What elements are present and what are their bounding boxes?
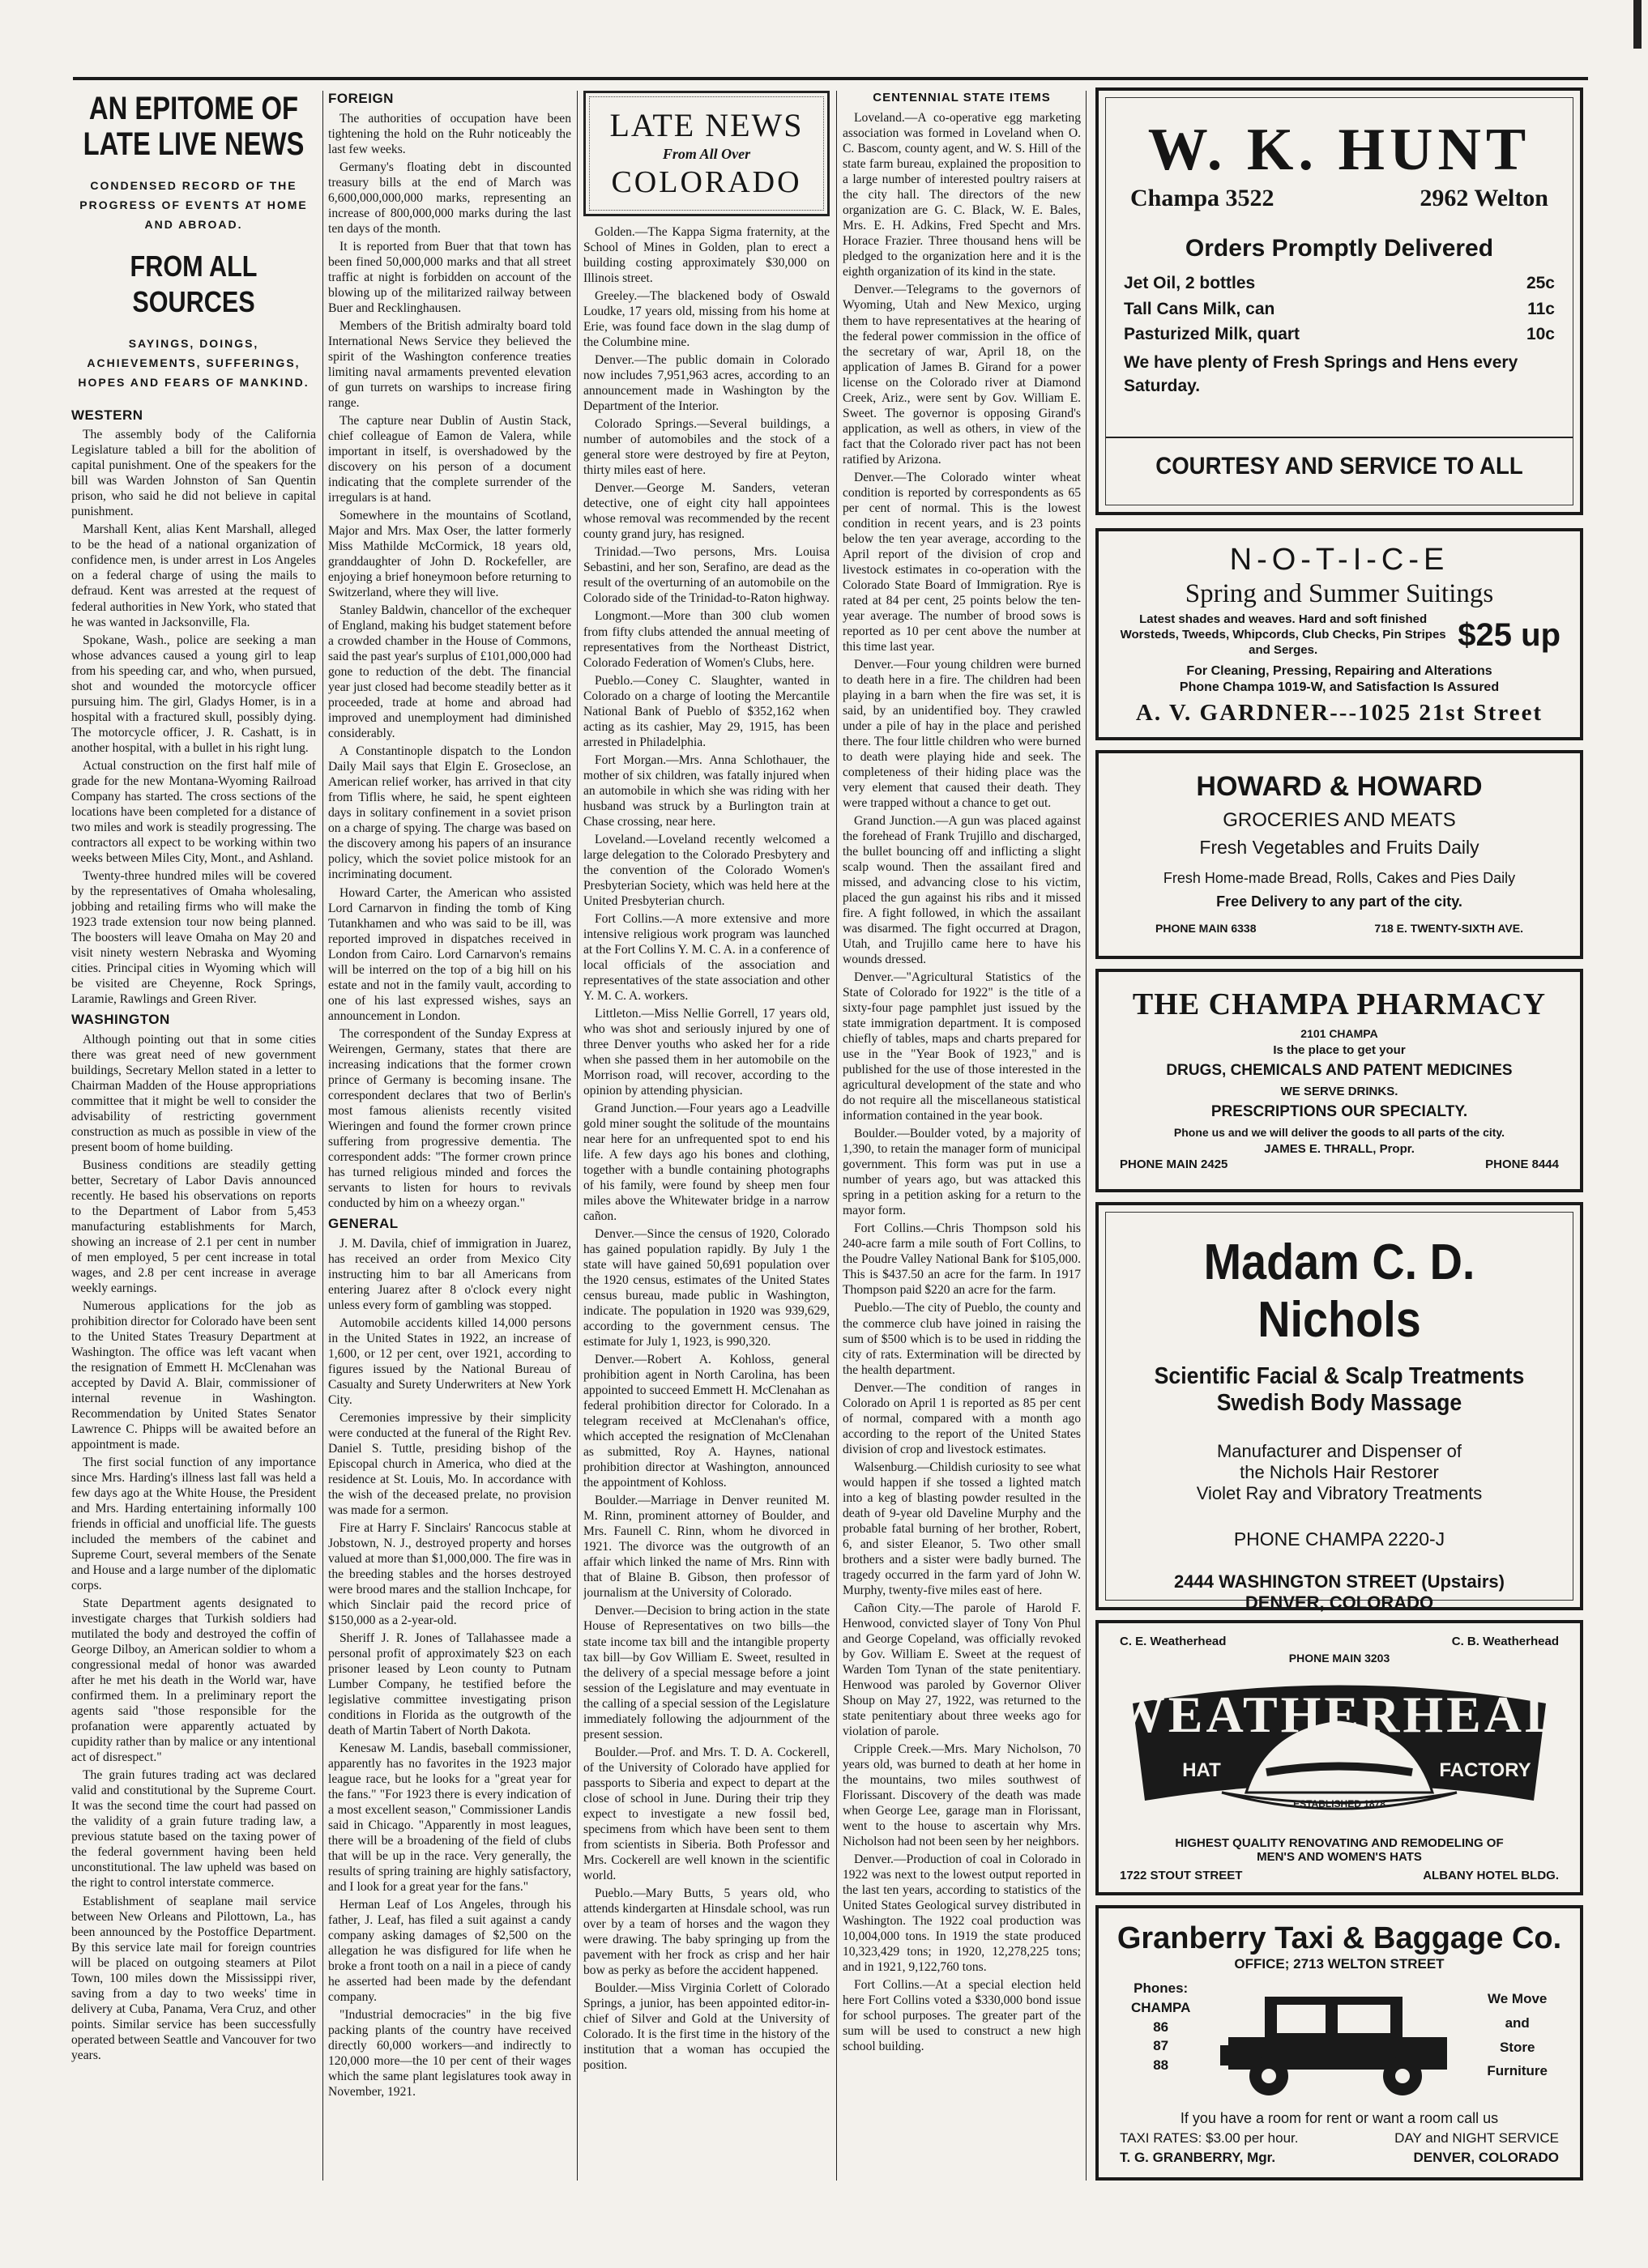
notice-title: N-O-T-I-C-E <box>1229 543 1449 577</box>
ad-howard <box>1095 750 1583 959</box>
article: Denver.—Four young children were burned to death here in a fire. The children had been playing in a barn when the fire was set, it is said, by an unidentified boy. They crawled under a pile of hay in the place and perished there. The four little children who were burned to death were playing hide and seek. The completeness of their hiding place was the very element that caused their death. They were trapped without a chance to get out. <box>843 657 1081 810</box>
masthead-title-2: FROM ALL SOURCES <box>130 249 258 319</box>
article: Automobile accidents killed 14,000 persons in the United States in 1922, an increase of 1,600, or 12 per cent, over 1921, according to figures issued by the National Bureau of Casualty and Surety Underwriters at New York City. <box>328 1315 571 1407</box>
late-news-from: From All Over <box>662 145 751 162</box>
champa-line1: Is the place to get your <box>1273 1043 1406 1057</box>
article: Littleton.—Miss Nellie Gorrell, 17 years old, who was shot and seriously injured by one of three Denver youths who asked her for a ride when she passed them in her automobile on the Morrison road, will recover, according to the opinion by attending physician. <box>583 1006 830 1098</box>
howard-address: 718 E. TWENTY-SIXTH AVE. <box>1374 922 1523 935</box>
price-value: 10c <box>1526 325 1555 343</box>
article: The authorities of occupation have been tightening the hold on the Ruhr noticeably the last few weeks. <box>328 111 571 156</box>
article: Fort Morgan.—Mrs. Anna Schlothauer, the mother of six children, was fatally injured when an automobile in which she was riding with her husband was struck by a Burlington train at Chase crossing, near here. <box>583 752 830 829</box>
centennial-head: CENTENNIAL STATE ITEMS <box>873 91 1051 104</box>
price-row <box>1106 296 1573 322</box>
howard-line1: GROCERIES AND MEATS <box>1223 809 1456 831</box>
granberry-rates: TAXI RATES: $3.00 per hour. <box>1120 2130 1299 2146</box>
article: Howard Carter, the American who assisted Lord Carnarvon in finding the tomb of King Tutankhamen and who was said to be ill, was reported improved in dispatches received in London from Cairo. Lord Carnarvon's remains will be interred on the top of a big hill on his estate and not in the family vault, according to one of his last expressed wishes, says an announcement in London. <box>328 885 571 1023</box>
article: Boulder.—Miss Virginia Corlett of Colorado Springs, a junior, has been appointed editor-in-chief of Silver and Gold at the University of Colorado. It is the first time in the history of the institution that a woman has occupied the position. <box>583 1980 830 2072</box>
article: Longmont.—More than 300 club women from fifty clubs attended the annual meeting of representatives from the Northeast District, Colorado Federation of Women's Clubs, here. <box>583 609 830 670</box>
weatherhead-hat-word: HAT <box>1182 1759 1221 1781</box>
price-label: Jet Oil, 2 bottles <box>1124 274 1256 292</box>
weatherhead-logo <box>1125 1671 1554 1833</box>
champa-line2: DRUGS, CHEMICALS AND PATENT MEDICINES <box>1166 1062 1513 1079</box>
article: Denver.—Since the census of 1920, Colorado has gained population rapidly. By July 1 the state will have gained 50,691 population over the 1920 census, estimates of the United States census bureau, made public in Washington, indicate. The population in 1920 was 939,629, according to the government census. The estimate for July 1, 1923, is 990,320. <box>583 1227 830 1349</box>
price-value: 11c <box>1527 299 1555 318</box>
granberry-phone-num: 88 <box>1153 2057 1169 2074</box>
hat-logo-graphic <box>1125 1671 1554 1833</box>
howard-title: HOWARD & HOWARD <box>1196 771 1483 802</box>
article: Numerous applications for the job as prohibition director for Colorado have been sent to the United States Treasury Department at Washington. The office was left vacant when the resignation of Emmett H. McClenahan was accepted by David A. Blair, commissioner of internal revenue in Washington. Recommendation by United States Senator Lawrence C. Phipps will be awaited before an appointment is made. <box>71 1298 316 1452</box>
article: Greeley.—The blackened body of Oswald Loudke, 17 years old, missing from his home at Erie, was found face down in the slag dump of the Columbine mine. <box>583 289 830 350</box>
weatherhead-left: C. E. Weatherhead <box>1120 1635 1227 1648</box>
price-value: 25c <box>1526 274 1555 292</box>
article: Grand Junction.—A gun was placed against the forehead of Frank Trujillo and discharged, the bullet bouncing off and inflicting a slight scalp wound. Then the assailant fired and missed, and advancing close to his victim, placed the gun against his ribs and it missed fire. A fight followed, in which the assailant was disarmed. The fight occurred at Dragon, Utah, and Trujillo came here to have his wounds dressed. <box>843 814 1081 967</box>
article: Denver.—The Colorado winter wheat condition is reported by correspondents as 65 per cent of normal. This is the lowest condition in recent years, and is 23 points below the ten year average, according to the April report of the division of crop and livestock estimates in co-operation with the Colorado State Board of Immigration. Rye is rated at 84 per cent, 25 points below the ten-year average. The number of brood sows is reported as 10 per cent above the number at this time last year. <box>843 470 1081 654</box>
article: Trinidad.—Two persons, Mrs. Louisa Sebastini, and her son, Serafino, are dead as the result of the overturning of an automobile on the Colorado side of the Trinidad-to-Raton highway. <box>583 545 830 606</box>
article: "Industrial democracies" in the big five packing plants of the country have received directly 60,000 workers—and indirectly to 120,000 more—the 10 per cent of their wages which the same plant legislatures took away in November, 1921. <box>328 2008 571 2100</box>
section-head-western: WESTERN <box>71 407 143 423</box>
article: Marshall Kent, alias Kent Marshall, alleged to be the head of a national organization of confidence men, is under arrest in Los Angeles on a federal charge of using the mails to defraud. Kent was arrested at the request of federal authorities in New York, who stated that he was wanted in Jacksonville, Fla. <box>71 522 316 629</box>
nichols-line3: Manufacturer and Dispenser of <box>1216 1441 1462 1461</box>
granberry-phone-num: 86 <box>1153 2019 1169 2035</box>
top-rule <box>73 77 1588 80</box>
section-head-general: GENERAL <box>328 1215 399 1231</box>
article: Business conditions are steadily getting better, Secretary of Labor Davis announced recently. He based his observations on reports to the Department of Labor from 5,453 manufacturing establishments for March, showing an increase of 2.1 per cent in number of men employed, 5 per cent increase in total wages, and 2.8 per cent increase in average weekly earnings. <box>71 1157 316 1295</box>
granberry-move4: Furniture <box>1487 2063 1548 2079</box>
price-row <box>1106 322 1573 347</box>
article: Fire at Harry F. Sinclairs' Rancocus stable at Jobstown, N. J., destroyed property and horses valued at more than $1,000,000. The fire was in the breeding stables and the horses destroyed were brood mares and the stallion Inchcape, for which Sinclair paid the record price of $150,000 as a 2-year-old. <box>328 1520 571 1627</box>
article: Cripple Creek.—Mrs. Mary Nicholson, 70 years old, was burned to death at her home in the mountains, two miles southwest of Florissant. Discovery of the death was made when George Lee, garage man in Florissant, went to the house to ascertain why Mrs. Nicholson had not been seen by her neighbors. <box>843 1742 1081 1849</box>
hunt-courtesy: COURTESY AND SERVICE TO ALL <box>1155 453 1523 480</box>
champa-line3: WE SERVE DRINKS. <box>1280 1085 1398 1098</box>
article: Denver.—George M. Sanders, veteran detective, one of eight city hall appointees whose removal was recommended by the recent county grand jury, has resigned. <box>583 481 830 542</box>
column-2 <box>328 91 571 2172</box>
column-1 <box>71 91 316 2172</box>
article: Fort Collins.—At a special election held here Fort Collins voted a $330,000 bond issue for school purposes. The greater part of the sum will be used to construct a new high school building. <box>843 1978 1081 2054</box>
granberry-office: OFFICE; 2713 WELTON STREET <box>1234 1956 1445 1972</box>
weatherhead-right: C. B. Weatherhead <box>1451 1635 1559 1648</box>
hunt-phone: Champa 3522 <box>1130 185 1274 211</box>
nichols-line2: Swedish Body Massage <box>1216 1390 1462 1416</box>
notice-subtitle: Spring and Summer Suitings <box>1185 579 1494 608</box>
nichols-line5: Violet Ray and Vibratory Treatments <box>1196 1483 1483 1503</box>
granberry-phone-num: 87 <box>1153 2038 1169 2054</box>
article: It is reported from Buer that that town has been fined 50,000,000 marks and that all street traffic at night is forbidden on account of the blowing up of the militarized railway between Buer and Recklinghausen. <box>328 239 571 315</box>
article: Denver.—Telegrams to the governors of Wyoming, Utah and New Mexico, urging them to have representatives at the hearing of the federal power commission in the office of the secretary of war, April 18, on the application of James B. Girand for a power license on the Colorado river at Diamond Creek, Ariz., were sent by Gov. William E. Sweet. The governor is opposing Girand's application, as well as others, in view of the fact that the Colorado river pact has not been ratified by Arizona. <box>843 283 1081 467</box>
column-rule <box>836 91 837 2181</box>
masthead-subtitle-2: SAYINGS, DOINGS, ACHIEVEMENTS, SUFFERINGS, HOPES AND FEARS OF MANKIND. <box>78 337 310 389</box>
granberry-day-night: DAY and NIGHT SERVICE <box>1394 2130 1559 2146</box>
hunt-orders: Orders Promptly Delivered <box>1185 235 1494 262</box>
late-news-colorado: COLORADO <box>611 164 802 199</box>
late-news-title: LATE NEWS <box>609 107 804 143</box>
article: J. M. Davila, chief of immigration in Juarez, has received an order from Mexico City instructing him to bar all Americans from entering Juarez after 8 o'clock every night unless every form of gambling was stopped. <box>328 1236 571 1312</box>
hunt-name: W. K. HUNT <box>1147 117 1531 183</box>
article: Pueblo.—The city of Pueblo, the county and the commerce club have joined in raising the sum of $500 which is to be used in ridding the city of rats. Extermination will be directed by the health department. <box>843 1301 1081 1377</box>
article: Establishment of seaplane mail service between New Orleans and Pilottown, La., has been announced by the Postoffice Department. By this service late mail for foreign countries will be placed on outgoing steamers at Pilot Town, 100 miles down the Mississippi river, saving from a day to two weeks' time in delivery at Cuba, Panama, Vera Cruz, and other points. Similar service has been successfully operated between Seattle and Vancouver for two years. <box>71 1894 316 2062</box>
article: Colorado Springs.—Several buildings, a number of automobiles and the stock of a general store were destroyed by fire at Peyton, thirty miles east of here. <box>583 417 830 478</box>
article: Denver.—The public domain in Colorado now includes 7,951,963 acres, according to an announcement made in Washington by the Department of the Interior. <box>583 353 830 414</box>
masthead-line-2: LATE LIVE NEWS <box>83 126 305 162</box>
article: Kenesaw M. Landis, baseball commissioner, apparently has no favorites in the 1923 major league race, but he looks for a "great year for the fans." "For 1923 there is every indication of a most excellent season," Commissioner Landis said in Chicago. "Apparently in most leagues, there will be a broadening of the field of clubs that will be up in the race. Very generally, the results of spring training are highly satisfactory, and I look for a great year for the fans." <box>328 1742 571 1895</box>
ad-nichols <box>1095 1202 1583 1613</box>
article: Loveland.—A co-operative egg marketing association was formed in Loveland when O. C. Bascom, county agent, and W. S. Hill of the state farm bureau, explained the proposition to a large number of interested poultry raisers at the city hall. The directors of the new organization are G. C. Black, W. E. Bales, Mrs. E. H. Adkins, Fred Specht and Mrs. Horace Frazier. Three thousand hens will be pledged to the organization here and it is the eighth organization of its kind in the state. <box>843 111 1081 279</box>
weatherhead-est: ESTABLISHED 1878 <box>1293 1798 1385 1810</box>
notice-desc: Latest shades and weaves. Hard and soft finished Worsteds, Tweeds, Whipcords, Club Checks, Pin Stripes and Serges. <box>1120 612 1446 657</box>
weatherhead-addr-left: 1722 STOUT STREET <box>1120 1869 1243 1882</box>
article: Boulder.—Boulder voted, by a majority of 1,390, to retain the manager form of municipal government. This form was put in use a number of years ago, but was attacked this spring in a petition asking for a return to the mayor form. <box>843 1127 1081 1218</box>
weatherhead-factory-word: FACTORY <box>1439 1759 1531 1781</box>
granberry-title: Granberry Taxi & Baggage Co. <box>1116 1921 1562 1955</box>
article: Fort Collins.—Chris Thompson sold his 240-acre farm a mile south of Fort Collins, to the Poudre Valley National Bank for $105,000. This is $437.50 an acre for the farm. In 1917 Thompson paid $220 an acre for the farm. <box>843 1221 1081 1298</box>
article: Pueblo.—Coney C. Slaughter, wanted in Colorado on a charge of looting the Mercantile National Bank of Pueblo of $352,162 when acting as its cashier, May 29, 1915, has been arrested in Philadelphia. <box>583 673 830 749</box>
article: Herman Leaf of Los Angeles, through his father, J. Leaf, has filed a suit against a candy company asking damages of $2,500 on the allegation he was disfigured for life when he broke a front tooth on a nail in a piece of candy he asserted had been made by the defendant company. <box>328 1898 571 2005</box>
column-3 <box>583 91 830 2172</box>
article: Boulder.—Prof. and Mrs. T. D. A. Cockerell, of the University of Colorado have applied for passports to Siberia and expect to depart at the close of school in June. During their trip they expect to investigate a new fossil bed, specimens from which have been sent to them from scientists in Siberia. Both Professor and Mrs. Cockerell are well known in the scientific world. <box>583 1745 830 1882</box>
article: The first social function of any importance since Mrs. Harding's illness last fall was held a few days ago at the White House, the President and Mrs. Harding entertaining informally 100 friends in official and unofficial life. The guests included the members of the cabinet and Supreme Court, several members of the Senate and House and a large number of the diplomatic corps. <box>71 1456 316 1593</box>
column-rule <box>322 91 323 2181</box>
column-4 <box>843 91 1081 2172</box>
price-label: Tall Cans Milk, can <box>1124 299 1275 318</box>
weatherhead-banner: WEATHERHEAD <box>1125 1686 1554 1743</box>
article: Denver.—"Agricultural Statistics of the State of Colorado for 1922" is the title of a sixty-four page pamphlet just issued by the state immigration department. It is composed chiefly of tables, maps and charts prepared for use in the "Year Book of 1923," and is published for the use of those interested in the agricultural development of the state and who do not require all the miscellaneous statistical information contained in the year book. <box>843 970 1081 1123</box>
masthead-line-1: AN EPITOME OF <box>88 91 299 126</box>
article: Stanley Baldwin, chancellor of the exchequer of England, making his budget statement before a crowded chamber in the House of Commons, said the past year's surplus of £101,000,000 had gone to reduction of the debt. The financial year just closed had become steadily better as it proceeded, trade at home and abroad had improved and unemployment had diminished considerably. <box>328 603 571 741</box>
column-rule <box>1086 91 1087 2181</box>
nichols-address-2: DENVER, COLORADO <box>1245 1592 1434 1613</box>
article: The capture near Dublin of Austin Stack, chief colleague of Eamon de Valera, while important in itself, is overshadowed by the discovery on his person of a document indicating that the complete surrender of the irregulars is at hand. <box>328 414 571 505</box>
article: Cañon City.—The parole of Harold F. Henwood, convicted slayer of Tony Von Phul and George Copeland, was officially revoked by Gov. William E. Sweet at the request of Warden Tom Tynan of the state penitentiary. Henwood was paroled by Governor Oliver Shoup on May 27, 1922, was returned to the state penitentiary about three weeks ago for violation of parole. <box>843 1601 1081 1738</box>
weatherhead-addr-right: ALBANY HOTEL BLDG. <box>1423 1869 1559 1882</box>
article: Germany's floating debt in discounted treasury bills at the end of March was 6,600,000,000,000 marks, representing an increase of 800,000,000 marks during the last ten days of the month. <box>328 160 571 236</box>
article: Twenty-three hundred miles will be covered by the representatives of Omaha wholesaling, jobbing and retailing firms who will make the 1923 trade extension tour now being planned. The boosters will leave Omaha on May 20 and visit ninety western Nebraska and Wyoming cities. Principal cities in Wyoming which will be visited are Cheyenne, Rock Springs, Laramie, Rawlings and Green River. <box>71 868 316 1006</box>
article: Boulder.—Marriage in Denver reunited M. M. Rinn, prominent attorney of Boulder, and Mrs. Faunell C. Rinn, whom he divorced in 1921. The divorce was the outgrowth of an affair which linked the name of Mrs. Rinn with that of Blaine B. Gibson, then professor of journalism at the University of Colorado. <box>583 1494 830 1601</box>
granberry-room: If you have a room for rent or want a room call us <box>1180 2110 1499 2126</box>
price-row <box>1106 271 1573 296</box>
column-rule <box>577 91 578 2181</box>
notice-name: A. V. GARDNER---1025 21st Street <box>1135 700 1543 727</box>
price-label: Pasturized Milk, quart <box>1124 325 1300 343</box>
article: The correspondent of the Sunday Express at Weirengen, Germany, states that there are increasing indications that the former crown prince of Germany is becoming insane. The correspondent declares that two of Berlin's most famous alienists recently visited Wieringen and found the former crown prince suffering from progressive dementia. The correspondent adds: "The former crown prince has turned religious minded and forces the servants to listen for hours to revivals conducted by him on a wheezy organ." <box>328 1026 571 1210</box>
notice-phone: Phone Champa 1019-W, and Satisfaction Is Assured <box>1179 680 1500 695</box>
page-edge <box>1633 0 1642 49</box>
champa-line5: Phone us and we will deliver the goods to all parts of the city. <box>1173 1126 1505 1139</box>
hunt-address: 2962 Welton <box>1420 185 1548 211</box>
article: Walsenburg.—Childish curiosity to see what would happen if she tossed a lighted match into a keg of blasting powder resulted in the death of 9-year old Daveline Murphy and the probable fatal burning of her brother, Robert, 6, and sister Eleanor, 5. Two other small brothers and a sister were badly burned. The tragedy occurred in the farm yard of John W. Murphy, twenty-five miles east of here. <box>843 1460 1081 1597</box>
article: Grand Junction.—Four years ago a Leadville gold miner sought the solitude of the mountains near here for an unfrequented spot to end his life. A few days ago his bones and clothing, together with a bundle containing photographs of his family, were found by sheep men four miles above the Whitewater bridge in a narrow cañon. <box>583 1101 830 1224</box>
granberry-move1: We Move <box>1488 1991 1548 2006</box>
weatherhead-line2: MEN'S AND WOMEN'S HATS <box>1257 1850 1422 1864</box>
article: Pueblo.—Mary Butts, 5 years old, who attends kindergarten at Hinsdale school, was run over by a team of horses and the wagon they were drawing. The baby springing up from the pavement with her frock as crisp and her hair bow as perky as before the accident happened. <box>583 1886 830 1977</box>
granberry-phones-label: Phones: <box>1134 1980 1189 1996</box>
nichols-line4: the Nichols Hair Restorer <box>1240 1462 1439 1482</box>
late-news-box <box>583 91 830 216</box>
masthead-subtitle: CONDENSED RECORD OF THE PROGRESS OF EVENTS AT HOME AND ABROAD. <box>79 179 308 231</box>
granberry-champa: CHAMPA <box>1131 1999 1191 2015</box>
article: Fort Collins.—A more extensive and more intensive religious work program was launched at the Fort Collins Y. M. C. A. in a conference of local officials of the association and representatives of the state association and other Y. M. C. A. workers. <box>583 911 830 1003</box>
granberry-mgr: T. G. GRANBERRY, Mgr. <box>1120 2150 1276 2165</box>
weatherhead-line1: HIGHEST QUALITY RENOVATING AND REMODELING OF <box>1175 1836 1504 1850</box>
weatherhead-phone: PHONE MAIN 3203 <box>1288 1652 1390 1665</box>
article: Loveland.—Loveland recently welcomed a large delegation to the Colorado Presbytery and the convention of the Colorado Women's Presbyterian Society, which was held here at the United Presbyterian church. <box>583 832 830 908</box>
article: Denver.—The condition of ranges in Colorado on April 1 is reported as 85 per cent of normal, compared with a month ago according to the report of the United States division of crop and livestock estimates. <box>843 1380 1081 1456</box>
article: Members of the British admiralty board told International News Service they believed the spirit of the Washington conference treaties limiting naval armaments prevented elevation of gun turrets on warships to increase firing range. <box>328 318 571 411</box>
champa-phone-2: PHONE 8444 <box>1485 1157 1559 1171</box>
granberry-move2: and <box>1505 2014 1530 2031</box>
article: Sheriff J. R. Jones of Tallahassee made a personal profit of approximately $23 on each prisoner leased by Leon county to Putnam Lumber Company, he testified before the legislative committee investigating prison conditions in Florida as the outgrowth of the death of Martin Tabert of North Dakota. <box>328 1631 571 1738</box>
ad-weatherhead <box>1095 1620 1583 1895</box>
champa-line4: PRESCRIPTIONS OUR SPECIALTY. <box>1210 1103 1468 1120</box>
article: Although pointing out that in some cities there was great need of new government buildings, Secretary Mellon stated in a letter to Chairman Madden of the House appropriations committee that it might be well to consider the advisability of restricting government construction as much as possible in view of the present boom of home building. <box>71 1032 316 1154</box>
nichols-phone: PHONE CHAMPA 2220-J <box>1233 1528 1445 1550</box>
howard-line3: Fresh Home-made Bread, Rolls, Cakes and Pies Daily <box>1163 870 1516 886</box>
article: Actual construction on the first half mile of grade for the new Montana-Wyoming Railroad Company has started. The cross sections of the locations have been completed for a distance of two miles and work is steadily progressing. The contractors all expect to be working within two weeks between Miles City, Mont., and Ashland. <box>71 758 316 865</box>
article: Denver.—Production of coal in Colorado in 1922 was next to the lowest output reported in the last ten years, according to statistics of the United States Geological survey distributed in Washington. The 1922 coal production was 10,004,000 tons. In 1919 the state produced 10,323,429 tons; in 1920, 12,278,225 tons; and in 1921, 9,122,760 tons. <box>843 1852 1081 1975</box>
article: Denver.—Decision to bring action in the state House of Representatives on two bills—the state income tax bill and the intangible property tax bill—by Gov William E. Sweet, resulted in the delivery of a special message before a joint session of the Legislature and may eventuate in the calling of a special session of the Legislature immediately following the adjournment of the present session. <box>583 1604 830 1742</box>
article: Ceremonies impressive by their simplicity were conducted at the funeral of the Right Rev. Daniel S. Tuttle, presiding bishop of the Episcopal church in America, who died at the residence at St. Louis, Mo. In accordance with the wish of the deceased prelate, no provision was made for a sermon. <box>328 1410 571 1517</box>
notice-price: $25 up <box>1458 616 1560 653</box>
section-head-foreign: FOREIGN <box>328 91 394 106</box>
article: Spokane, Wash., police are seeking a man whose advances caused a young girl to leap from his speeding car, and who, when pursued, shot and wounded the motorcycle officer pursuing him. The girl, Gladys Homer, is in a hospital with a fractured skull, possibly dying. The motorcycle officer, J. R. Cashatt, is in another hospital, with a bullet in his right lung. <box>71 633 316 755</box>
granberry-city: DENVER, COLORADO <box>1413 2150 1559 2165</box>
article: Denver.—Robert A. Kohloss, general prohibition agent in North Carolina, has been appointed to succeed Emmett H. McClenahan as federal prohibition director for Colorado. In a telegram received at McClenahan's office, which accepted the resignation of McClenahan as submitted, Roy A. Haynes, national prohibition director at Washington, announced the appointment of Kohloss. <box>583 1353 830 1490</box>
howard-phone: PHONE MAIN 6338 <box>1155 922 1257 935</box>
ad-champa-pharmacy <box>1095 969 1583 1192</box>
notice-services: For Cleaning, Pressing, Repairing and Alterations <box>1186 664 1492 679</box>
taxi-car-icon <box>1220 1980 1455 2102</box>
granberry-move3: Store <box>1499 2039 1535 2055</box>
nichols-line1: Scientific Facial & Scalp Treatments <box>1154 1363 1525 1389</box>
nichols-title: Madam C. D. Nichols <box>1203 1234 1475 1348</box>
article: State Department agents designated to investigate charges that Turkish soldiers had mutilated the body and destroyed the coffin of George Dilboy, an American soldier to whom a congressional medal of honor was awarded after he met his death in the World war, have confirmed them. In a preliminary report the agents said "those responsible for the profanation were apparently actuated by cupidity rather than by malice or any intentional act of disrespect." <box>71 1597 316 1765</box>
champa-phone-1: PHONE MAIN 2425 <box>1120 1157 1228 1171</box>
article: The assembly body of the California Legislature tabled a bill for the abolition of capital punishment. One of the speakers for the bill was Warden Johnston of San Quentin prison, who said he did not believe in capital punishment. <box>71 428 316 519</box>
ad-gardner-notice <box>1095 528 1583 740</box>
champa-prop: JAMES E. THRALL, Propr. <box>1264 1142 1415 1156</box>
section-head-washington: WASHINGTON <box>71 1011 170 1027</box>
howard-line2: Fresh Vegetables and Fruits Daily <box>1199 837 1479 858</box>
champa-title: THE CHAMPA PHARMACY <box>1132 987 1547 1021</box>
hunt-fresh: We have plenty of Fresh Springs and Hens every Saturday. <box>1124 352 1518 395</box>
article: Somewhere in the mountains of Scotland, Major and Mrs. Max Oser, the latter formerly Miss Mathilde McCormick, 18 years old, granddaughter of John D. Rockefeller, are enjoying a brief honeymoon before returning to Switzerland, where they will live. <box>328 509 571 600</box>
article: Golden.—The Kappa Sigma fraternity, at the School of Mines in Golden, plan to erect a building costing approximately $30,000 on Illinois street. <box>583 225 830 286</box>
howard-line4: Free Delivery to any part of the city. <box>1216 893 1462 910</box>
ad-wk-hunt <box>1095 87 1583 515</box>
champa-address: 2101 CHAMPA <box>1300 1027 1378 1040</box>
nichols-address-1: 2444 WASHINGTON STREET (Upstairs) <box>1174 1571 1505 1592</box>
article: A Constantinople dispatch to the London Daily Mail says that Elgin E. Groseclose, an American relief worker, has arrived in that city from Tiflis where, he said, he spent eighteen days in solitary confinement in a soviet prison on a charge of spying. The charge was based on the discovery among his papers of an insurance policy, which the soviet police mistook for an incriminating document. <box>328 744 571 882</box>
ad-granberry-taxi <box>1095 1905 1583 2181</box>
article: The grain futures trading act was declared valid and constitutional by the Supreme Court. It was the second time the court had passed on the validity of a grain future trading law, a previous statute based on the taxing power of the federal government having been held unconstitutional. The law upheld was based on the right to control interstate commerce. <box>71 1768 316 1891</box>
